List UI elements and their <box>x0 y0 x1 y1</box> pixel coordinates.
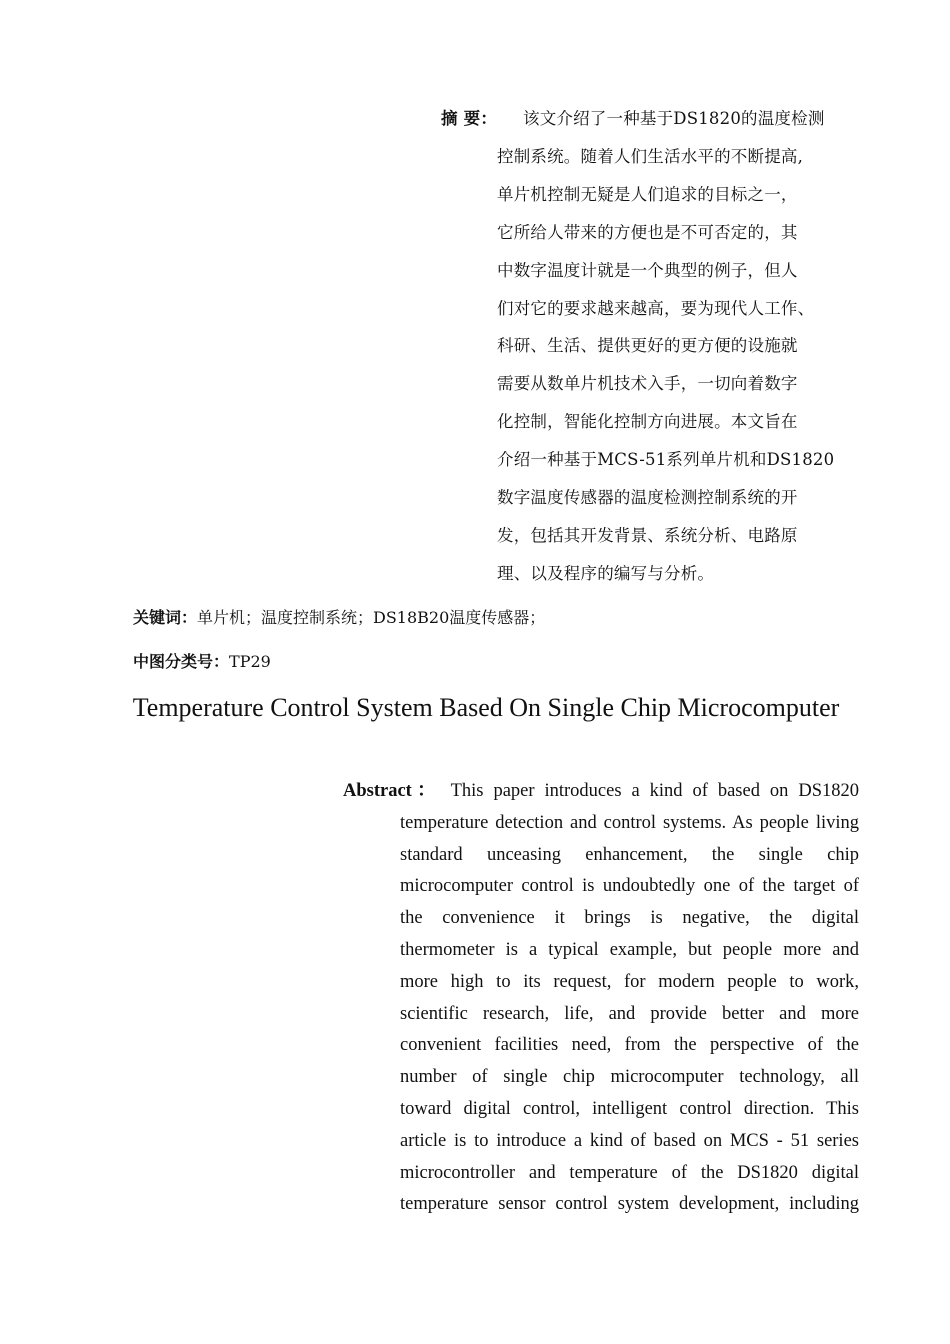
english-abstract <box>343 776 859 1221</box>
classification-value: TP29 <box>229 652 271 671</box>
cn-abstract-line: 中数字温度计就是一个典型的例子，但人 <box>497 260 798 280</box>
cn-abstract-line: 理、以及程序的编写与分析。 <box>497 563 715 583</box>
en-abstract-line: article is to introduce a kind of based on MCS - 51 series <box>400 1130 859 1151</box>
keywords-value: 单片机；温度控制系统；DS18B20温度传感器； <box>197 608 546 627</box>
cn-abstract-line: 发，包括其开发背景、系统分析、电路原 <box>497 525 798 545</box>
cn-abstract-line: 们对它的要求越来越高，要为现代人工作、 <box>497 298 815 318</box>
keywords-label: 关键词： <box>133 608 198 627</box>
cn-abstract-line: 单片机控制无疑是人们追求的目标之一， <box>497 184 798 204</box>
cn-abstract-line: 控制系统。随着人们生活水平的不断提高, <box>497 146 804 166</box>
cn-abstract-line: 科研、生活、提供更好的更方便的设施就 <box>497 336 798 356</box>
classification-label: 中图分类号： <box>133 652 230 671</box>
en-abstract-line: Abstract： This paper introduces a kind of based on DS1820 <box>343 781 859 801</box>
en-abstract-line: more high to its request, for modern people to work, <box>400 971 859 992</box>
en-abstract-line: temperature sensor control system development, including <box>400 1194 859 1215</box>
cn-abstract-line: 需要从数单片机技术入手，一切向着数字 <box>497 374 798 394</box>
cn-abstract-line: 它所给人带来的方便也是不可否定的，其 <box>497 222 798 242</box>
en-abstract-line: microcontroller and temperature of the DS1820 digital <box>400 1162 859 1183</box>
en-abstract-line: thermometer is a typical example, but people more and <box>400 939 859 960</box>
en-abstract-line: standard unceasing enhancement, the single chip <box>400 844 859 865</box>
en-abstract-line: number of single chip microcomputer technology, all <box>400 1067 859 1088</box>
cn-abstract-line: 介绍一种基于MCS-51系列单片机和DS1820 <box>497 450 835 470</box>
english-title: Temperature Control System Based On Single Chip Microcomputer <box>132 693 840 722</box>
cn-abstract-line: 化控制，智能化控制方向进展。本文旨在 <box>497 412 798 432</box>
en-abstract-label: Abstract： <box>343 781 441 801</box>
cn-abstract-line: 摘 要： 该文介绍了一种基于DS1820的温度检测 <box>441 100 867 138</box>
en-abstract-line: microcomputer control is undoubtedly one of the target of <box>400 876 859 897</box>
en-abstract-line: temperature detection and control systems. As people living <box>400 812 859 833</box>
cn-abstract-label: 摘 要： <box>441 109 498 128</box>
en-abstract-line: scientific research, life, and provide better and more <box>400 1003 859 1024</box>
classification-number <box>133 648 271 676</box>
keywords <box>133 604 545 632</box>
en-abstract-line: the convenience it brings is negative, the digital <box>400 908 859 929</box>
en-abstract-line: convenient facilities need, from the perspective of the <box>400 1035 859 1056</box>
en-abstract-line: toward digital control, intelligent control direction. This <box>400 1098 859 1119</box>
cn-abstract-line: 数字温度传感器的温度检测控制系统的开 <box>497 488 798 508</box>
chinese-abstract <box>441 100 867 593</box>
